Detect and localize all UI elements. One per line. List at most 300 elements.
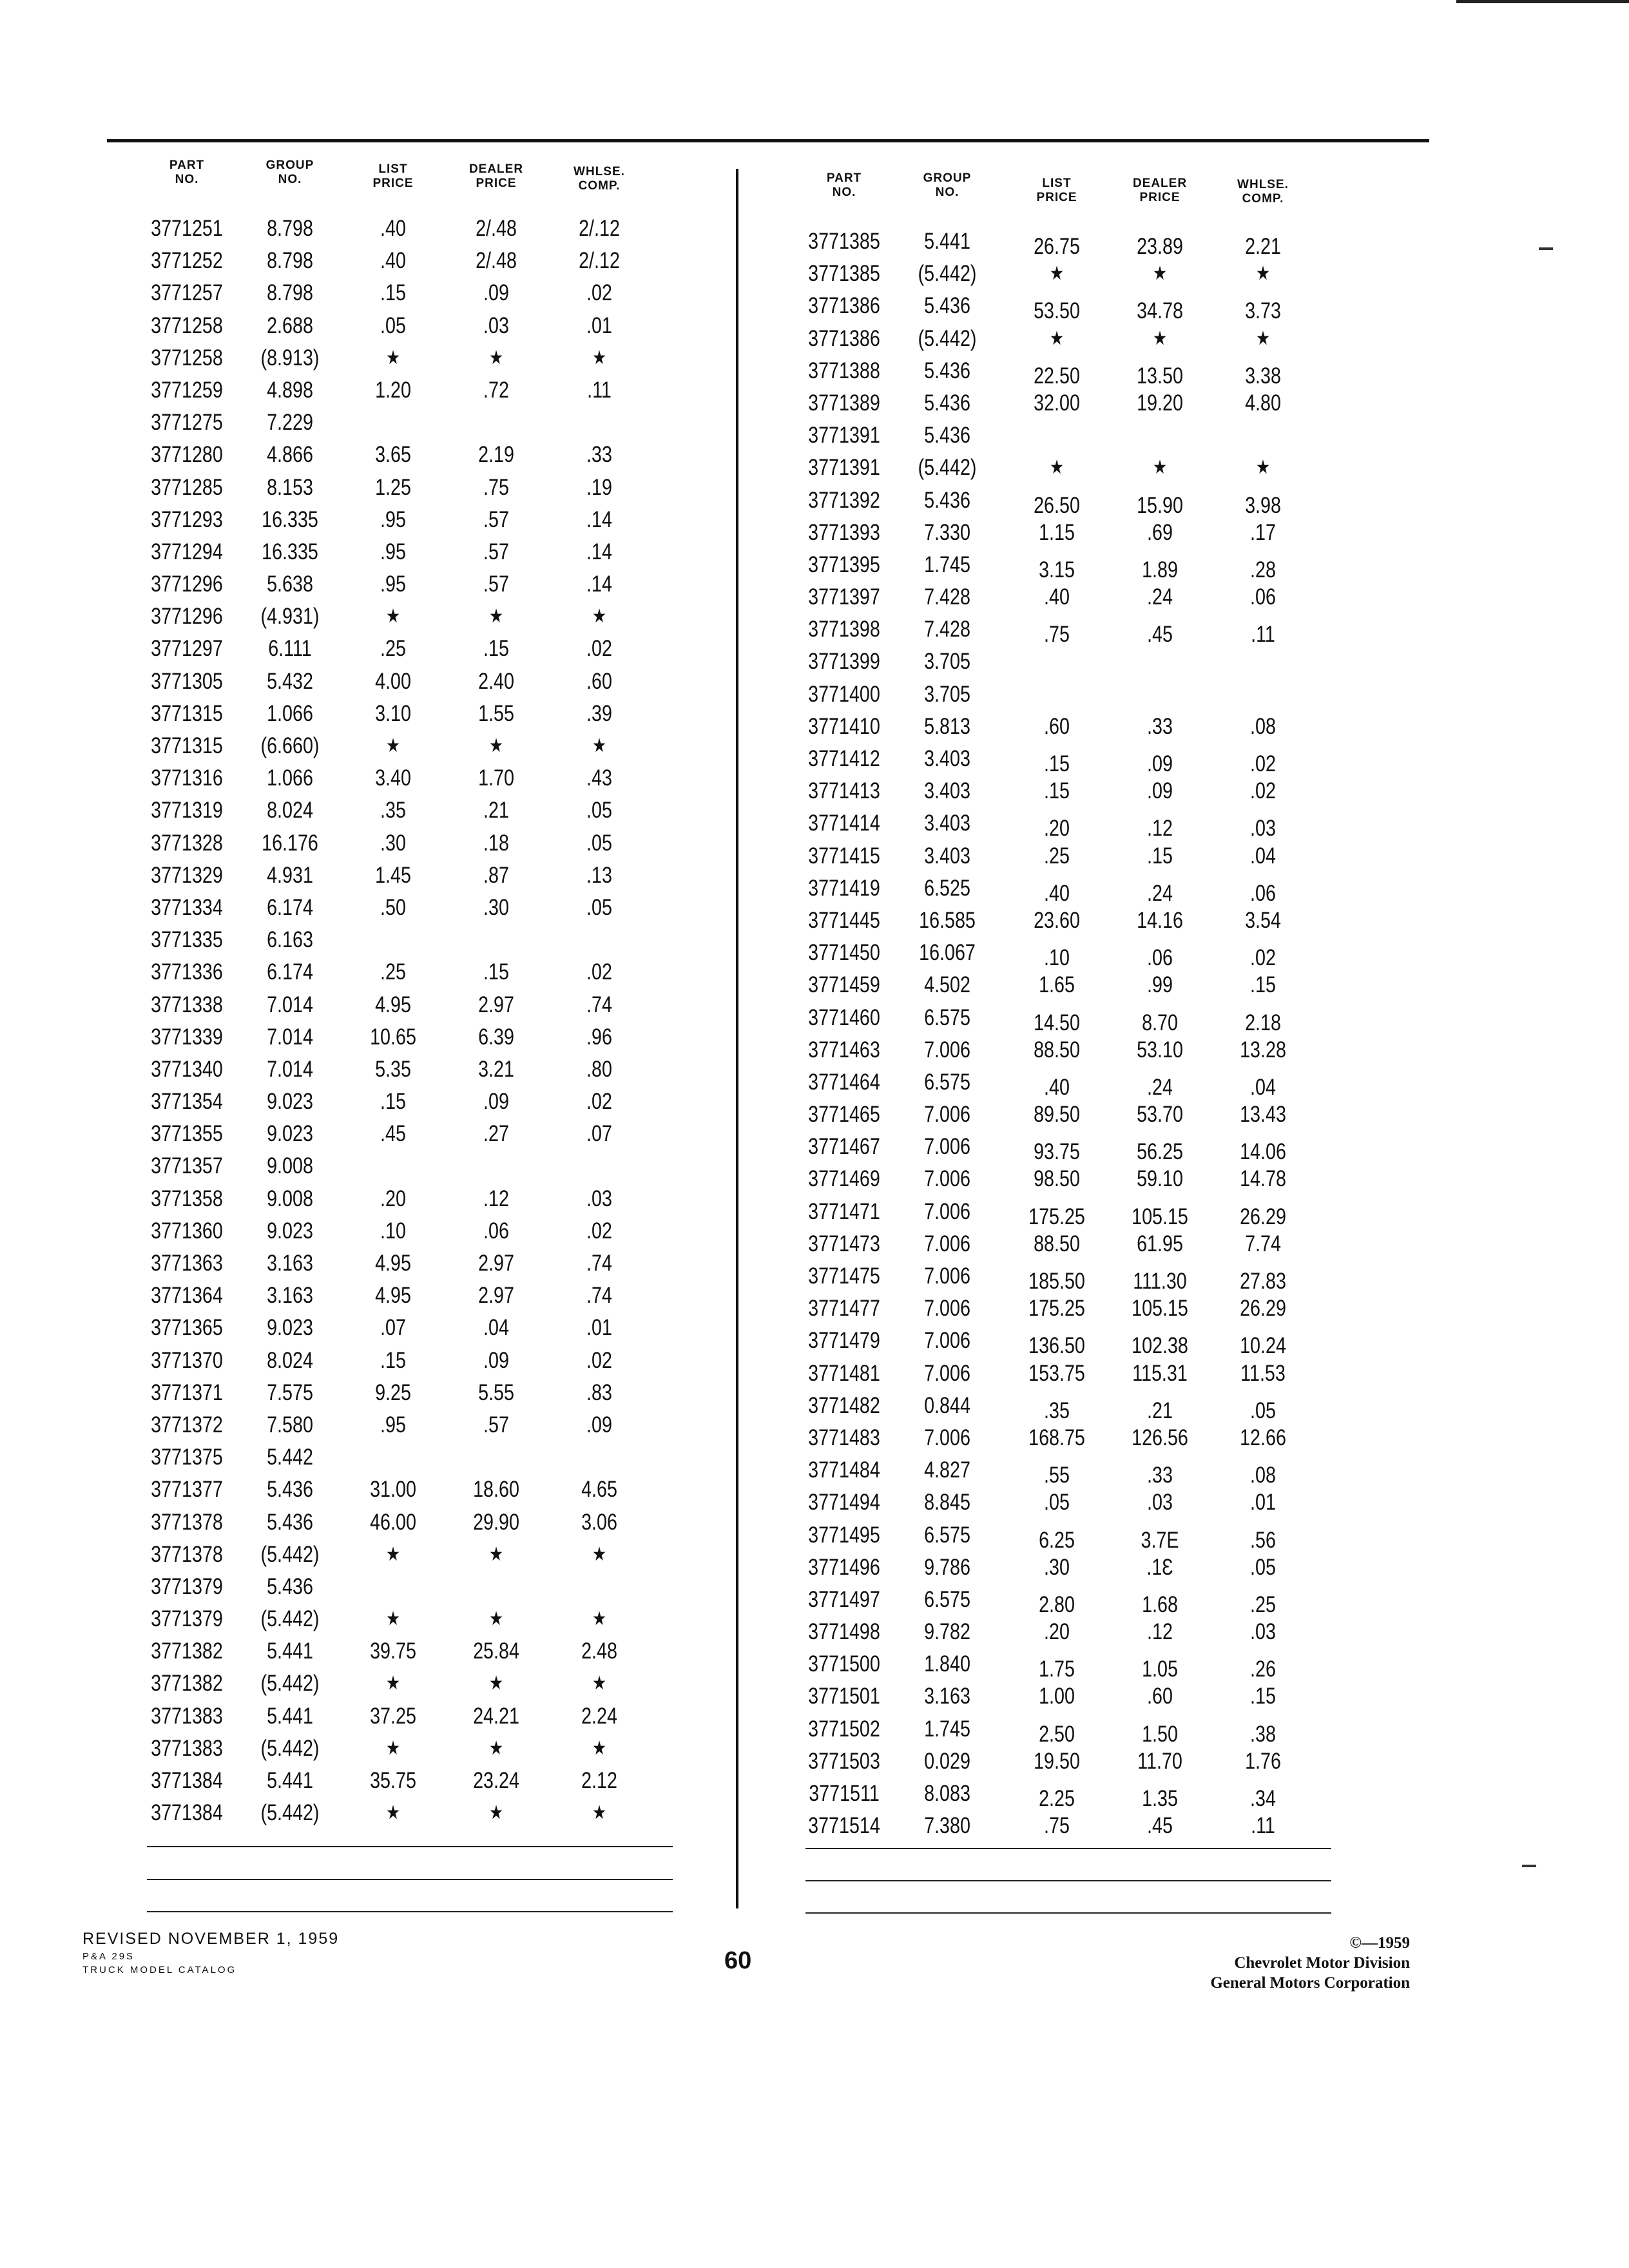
header-line: WHLSE.: [1237, 178, 1289, 191]
dealer-price-cell: .09: [1147, 778, 1173, 804]
list-price-cell: 3.40: [375, 765, 411, 791]
group-no-cell: 9.023: [267, 1315, 313, 1341]
part-no-cell: 3771386: [808, 293, 880, 319]
part-no-cell: 3771365: [151, 1315, 223, 1341]
table-row: [151, 1667, 683, 1700]
table-row: [151, 1377, 683, 1409]
list-price-cell: 46.00: [370, 1509, 416, 1535]
whlse-comp-cell: .14: [586, 539, 612, 564]
table-row: [151, 342, 683, 374]
list-price-cell: 32.00: [1034, 390, 1080, 416]
group-no-cell: 9.023: [267, 1121, 313, 1147]
table-row: [805, 711, 1347, 743]
whlse-comp-cell: .15: [1250, 1684, 1276, 1709]
list-price-cell: .95: [380, 539, 406, 564]
table-row: [151, 1765, 683, 1797]
dealer-price-cell: .24: [1147, 584, 1173, 610]
group-no-cell: (5.442): [260, 1800, 320, 1826]
whlse-comp-cell: .39: [586, 700, 612, 726]
dealer-price-cell: 11.70: [1137, 1748, 1182, 1774]
dealer-price-cell: .87: [483, 862, 509, 888]
whlse-comp-cell: .13: [586, 862, 612, 888]
list-price-cell: .20: [1044, 1619, 1070, 1645]
group-no-cell: 3.705: [924, 681, 970, 707]
part-no-cell: 3771419: [808, 875, 880, 901]
whlse-comp-cell: .74: [586, 992, 612, 1017]
table-row: [151, 924, 683, 956]
dealer-price-cell: .03: [483, 312, 509, 338]
list-price-cell: 153.75: [1028, 1360, 1085, 1386]
group-no-cell: 7.006: [924, 1198, 970, 1224]
whlse-comp-cell: 4.80: [1245, 390, 1281, 416]
list-price-cell: .25: [380, 636, 406, 662]
dealer-price-cell: .75: [483, 474, 509, 500]
part-no-cell: 3771335: [151, 927, 223, 953]
table-row: [151, 666, 683, 698]
part-no-cell: 3771285: [151, 474, 223, 500]
header-line: COMP.: [1242, 192, 1284, 206]
list-price-cell: 1.45: [375, 862, 411, 888]
list-price-cell: .75: [1044, 622, 1070, 648]
dealer-price-cell: .09: [483, 280, 509, 306]
group-no-cell: 16.067: [919, 940, 976, 966]
dealer-price-cell: .12: [483, 1186, 509, 1211]
whlse-comp-cell: 27.83: [1240, 1269, 1286, 1294]
header-line: WHLSE.: [574, 165, 625, 178]
group-no-cell: 7.006: [924, 1037, 970, 1062]
dealer-price-cell: .33: [1147, 713, 1173, 739]
list-price-cell: 53.50: [1034, 298, 1080, 324]
table-row: [805, 1228, 1347, 1260]
group-no-cell: 2.688: [267, 312, 313, 338]
table-row: [805, 1196, 1347, 1228]
table-row: [151, 1441, 683, 1474]
table-row: [151, 1474, 683, 1506]
group-no-cell: 8.798: [267, 248, 313, 274]
list-price-cell: ★: [385, 735, 401, 756]
group-no-cell: 8.083: [924, 1781, 970, 1806]
table-row: [151, 698, 683, 730]
table-row: [805, 1648, 1347, 1680]
part-no-cell: 3771471: [808, 1198, 880, 1224]
part-no-cell: 3771495: [808, 1522, 880, 1548]
whlse-comp-cell: ★: [592, 1737, 607, 1759]
list-price-cell: 10.65: [370, 1024, 416, 1050]
left-table-header: [155, 159, 683, 213]
list-price-cell: .15: [380, 1347, 406, 1373]
header-list-price: [342, 162, 445, 191]
dealer-price-cell: 2.97: [478, 1283, 514, 1309]
header-whlse-comp: [1211, 178, 1315, 206]
dealer-price-cell: .03: [1147, 1490, 1173, 1515]
part-no-cell: 3771393: [808, 519, 880, 545]
margin-mark: [1522, 1865, 1536, 1867]
part-no-cell: 3771293: [151, 506, 223, 532]
whlse-comp-cell: .15: [1250, 972, 1276, 998]
table-row: [805, 1260, 1347, 1293]
whlse-comp-cell: .11: [587, 377, 612, 403]
list-price-cell: .25: [1044, 843, 1070, 869]
whlse-comp-cell: .83: [586, 1379, 612, 1405]
table-row: [151, 1312, 683, 1344]
part-no-cell: 3771358: [151, 1186, 223, 1211]
table-row: [805, 258, 1347, 290]
part-no-cell: 3771378: [151, 1541, 223, 1567]
part-no-cell: 3771297: [151, 636, 223, 662]
table-row: [805, 1099, 1347, 1131]
part-no-cell: 3771482: [808, 1392, 880, 1418]
list-price-cell: ★: [385, 606, 401, 628]
list-price-cell: .30: [380, 830, 406, 856]
group-no-cell: (6.660): [260, 733, 320, 758]
list-price-cell: .60: [1044, 713, 1070, 739]
list-price-cell: .55: [1044, 1463, 1070, 1488]
group-no-cell: 1.745: [924, 552, 970, 577]
group-no-cell: 4.898: [267, 377, 313, 403]
part-no-cell: 3771502: [808, 1716, 880, 1742]
table-row: [805, 775, 1347, 807]
list-price-cell: 3.65: [375, 442, 411, 468]
whlse-comp-cell: .04: [1250, 843, 1276, 869]
table-row: [151, 601, 683, 633]
dealer-price-cell: ★: [488, 1543, 504, 1565]
part-no-cell: 3771445: [808, 907, 880, 933]
part-no-cell: 3771511: [809, 1781, 880, 1806]
part-no-cell: 3771397: [808, 584, 880, 610]
table-row: [805, 840, 1347, 872]
group-no-cell: 7.330: [924, 519, 970, 545]
dealer-price-cell: 2/.48: [476, 216, 517, 241]
group-no-cell: 8.845: [924, 1490, 970, 1515]
table-row: [805, 1486, 1347, 1519]
group-no-cell: 6.525: [924, 875, 970, 901]
dealer-price-cell: .24: [1147, 1074, 1173, 1100]
dealer-price-cell: .45: [1147, 1813, 1173, 1839]
group-no-cell: 5.441: [267, 1768, 313, 1793]
list-price-cell: 14.50: [1034, 1010, 1080, 1035]
group-no-cell: 0.844: [924, 1392, 970, 1418]
whlse-comp-cell: 3.38: [1245, 363, 1281, 389]
group-no-cell: 7.006: [924, 1425, 970, 1450]
whlse-comp-cell: .05: [1250, 1398, 1276, 1423]
header-group-no: [238, 159, 342, 187]
part-no-cell: 3771259: [151, 377, 223, 403]
dealer-price-cell: ★: [488, 347, 504, 369]
list-price-cell: ★: [385, 1543, 401, 1565]
part-no-cell: 3771494: [808, 1490, 880, 1515]
dealer-price-cell: 105.15: [1132, 1204, 1188, 1229]
left-table-rows: [151, 213, 683, 1829]
group-no-cell: 5.441: [267, 1639, 313, 1664]
dealer-price-cell: 1.89: [1142, 557, 1178, 582]
list-price-cell: .05: [380, 312, 406, 338]
list-price-cell: .40: [380, 248, 406, 274]
list-price-cell: .50: [380, 894, 406, 920]
dealer-price-cell: .45: [1147, 622, 1173, 648]
part-no-cell: 3771382: [151, 1639, 223, 1664]
group-no-cell: 7.006: [924, 1231, 970, 1256]
group-no-cell: (5.442): [918, 261, 977, 287]
part-no-cell: 3771385: [808, 261, 880, 287]
header-list-price: [1005, 177, 1108, 205]
part-no-cell: 3771316: [151, 765, 223, 791]
table-row: [151, 1733, 683, 1765]
group-no-cell: 7.380: [924, 1813, 970, 1839]
list-price-cell: 31.00: [370, 1477, 416, 1503]
list-price-cell: .45: [380, 1121, 406, 1147]
group-no-cell: 5.442: [267, 1445, 313, 1470]
group-no-cell: 16.176: [262, 830, 318, 856]
table-row: [805, 387, 1347, 419]
part-no-cell: 3771275: [151, 410, 223, 436]
group-no-cell: 5.436: [267, 1573, 313, 1599]
list-price-cell: 23.60: [1034, 907, 1080, 933]
whlse-comp-cell: .05: [586, 798, 612, 823]
part-no-cell: 3771415: [808, 843, 880, 869]
dealer-price-cell: 25.84: [473, 1639, 519, 1664]
table-row: [805, 1163, 1347, 1195]
group-no-cell: 1.745: [924, 1716, 970, 1742]
part-no-cell: 3771477: [808, 1296, 880, 1321]
blank-rule: [147, 1846, 673, 1847]
part-no-cell: 3771484: [808, 1457, 880, 1483]
list-price-cell: 35.75: [370, 1768, 416, 1793]
top-rule: [107, 139, 1429, 142]
list-price-cell: .15: [380, 1089, 406, 1115]
list-price-cell: ★: [385, 1608, 401, 1630]
whlse-comp-cell: 3.06: [581, 1509, 617, 1535]
whlse-comp-cell: .04: [1250, 1074, 1276, 1100]
header-line: DEALER: [1132, 177, 1188, 190]
whlse-comp-cell: 2/.12: [579, 248, 620, 274]
table-row: [805, 290, 1347, 322]
table-row: [151, 827, 683, 860]
table-row: [805, 1358, 1347, 1390]
blank-rule: [805, 1912, 1331, 1914]
part-no-cell: 3771450: [808, 940, 880, 966]
part-no-cell: 3771386: [808, 325, 880, 351]
footer-copyright: [1210, 1933, 1410, 1993]
whlse-comp-cell: .05: [1250, 1554, 1276, 1580]
dealer-price-cell: 13.50: [1137, 363, 1183, 389]
header-part-no: [793, 171, 896, 200]
group-no-cell: 3.163: [267, 1283, 313, 1309]
part-no-cell: 3771479: [808, 1328, 880, 1354]
part-no-cell: 3771496: [808, 1554, 880, 1580]
group-no-cell: 5.436: [924, 487, 970, 513]
part-no-cell: 3771400: [808, 681, 880, 707]
header-line: COMP.: [578, 179, 621, 193]
group-no-cell: 16.335: [262, 539, 318, 564]
part-no-cell: 3771370: [151, 1347, 223, 1373]
whlse-comp-cell: 7.74: [1245, 1231, 1281, 1256]
list-price-cell: ★: [385, 1802, 401, 1824]
header-whlse-comp: [548, 165, 651, 193]
table-row: [805, 1552, 1347, 1584]
list-price-cell: 93.75: [1034, 1139, 1080, 1165]
list-price-cell: ★: [385, 1737, 401, 1759]
whlse-comp-cell: .28: [1250, 557, 1276, 582]
list-price-cell: .15: [380, 280, 406, 306]
dealer-price-cell: 61.95: [1137, 1231, 1183, 1256]
table-row: [151, 1118, 683, 1150]
dealer-price-cell: ★: [1152, 457, 1168, 479]
part-no-cell: 3771410: [808, 713, 880, 739]
part-no-cell: 3771483: [808, 1425, 880, 1450]
list-price-cell: 2.50: [1039, 1721, 1075, 1747]
whlse-comp-cell: 2.24: [581, 1703, 617, 1729]
list-price-cell: 37.25: [370, 1703, 416, 1729]
list-price-cell: 88.50: [1034, 1231, 1080, 1256]
table-row: [805, 1325, 1347, 1357]
table-row: [805, 743, 1347, 775]
table-row: [151, 1215, 683, 1247]
part-no-cell: 3771383: [151, 1735, 223, 1761]
part-no-cell: 3771385: [808, 229, 880, 254]
table-row: [151, 989, 683, 1021]
table-row: [805, 1066, 1347, 1099]
group-no-cell: 5.436: [924, 293, 970, 319]
group-no-cell: 7.580: [267, 1412, 313, 1437]
part-no-cell: 3771463: [808, 1037, 880, 1062]
page-number: 60: [724, 1947, 752, 1974]
table-row: [805, 646, 1347, 678]
whlse-comp-cell: 2.12: [581, 1768, 617, 1793]
whlse-comp-cell: .05: [586, 830, 612, 856]
whlse-comp-cell: .33: [586, 442, 612, 468]
part-no-cell: 3771501: [808, 1684, 880, 1709]
whlse-comp-cell: 2.48: [581, 1639, 617, 1664]
table-row: [805, 807, 1347, 840]
dealer-price-cell: .06: [1147, 945, 1173, 971]
group-no-cell: (8.913): [260, 345, 320, 370]
whlse-comp-cell: ★: [592, 1673, 607, 1695]
dealer-price-cell: ★: [1152, 327, 1168, 349]
list-price-cell: 168.75: [1028, 1425, 1085, 1450]
part-no-cell: 3771473: [808, 1231, 880, 1256]
list-price-cell: .20: [1044, 816, 1070, 841]
table-row: [151, 1700, 683, 1733]
dealer-price-cell: 3.21: [478, 1056, 514, 1082]
list-price-cell: 175.25: [1028, 1204, 1085, 1229]
copyright-year: ©—1959: [1349, 1934, 1410, 1952]
dealer-price-cell: 34.78: [1137, 298, 1183, 324]
part-no-cell: 3771388: [808, 358, 880, 383]
table-row: [805, 969, 1347, 1001]
part-no-cell: 3771414: [808, 811, 880, 836]
list-price-cell: .40: [1044, 584, 1070, 610]
dealer-price-cell: .21: [1147, 1398, 1173, 1423]
group-no-cell: 7.229: [267, 410, 313, 436]
whlse-comp-cell: .11: [1251, 1813, 1275, 1839]
table-row: [805, 937, 1347, 969]
group-no-cell: 16.585: [919, 907, 976, 933]
part-no-cell: 3771364: [151, 1283, 223, 1309]
dealer-price-cell: 1.68: [1142, 1591, 1178, 1617]
dealer-price-cell: 2.97: [478, 1251, 514, 1276]
dealer-price-cell: 2.19: [478, 442, 514, 468]
table-row: [805, 1390, 1347, 1422]
division-name: Chevrolet Motor Division: [1234, 1954, 1410, 1972]
group-no-cell: (5.442): [918, 325, 977, 351]
header-line: NO.: [832, 186, 856, 199]
table-row: [805, 549, 1347, 581]
group-no-cell: 8.024: [267, 798, 313, 823]
group-no-cell: (5.442): [918, 455, 977, 481]
part-no-cell: 3771258: [151, 312, 223, 338]
part-no-cell: 3771384: [151, 1800, 223, 1826]
part-no-cell: 3771257: [151, 280, 223, 306]
whlse-comp-cell: 2.18: [1245, 1010, 1281, 1035]
whlse-comp-cell: .08: [1250, 713, 1276, 739]
dealer-price-cell: 59.10: [1137, 1166, 1183, 1192]
header-part-no: [135, 159, 238, 187]
whlse-comp-cell: .56: [1250, 1527, 1276, 1553]
header-line: GROUP: [265, 159, 314, 172]
group-no-cell: (5.442): [260, 1671, 320, 1696]
table-row: [805, 1778, 1347, 1810]
group-no-cell: 5.813: [924, 713, 970, 739]
group-no-cell: 1.066: [267, 700, 313, 726]
list-price-cell: 19.50: [1034, 1748, 1080, 1774]
group-no-cell: 3.403: [924, 843, 970, 869]
whlse-comp-cell: ★: [592, 606, 607, 628]
dealer-price-cell: 23.89: [1137, 234, 1183, 259]
whlse-comp-cell: 10.24: [1240, 1333, 1286, 1359]
dealer-price-cell: .27: [483, 1121, 509, 1147]
blank-rule: [147, 1911, 673, 1912]
table-row: [151, 1086, 683, 1118]
footer-revision: [82, 1930, 339, 1975]
header-line: PRICE: [1036, 191, 1077, 204]
table-row: [805, 905, 1347, 937]
group-no-cell: 5.436: [267, 1477, 313, 1503]
part-no-cell: 3771338: [151, 992, 223, 1017]
dealer-price-cell: .72: [483, 377, 509, 403]
list-price-cell: 1.75: [1039, 1657, 1075, 1682]
table-row: [151, 277, 683, 309]
table-row: [805, 613, 1347, 646]
dealer-price-cell: .99: [1147, 972, 1173, 998]
table-row: [151, 860, 683, 892]
whlse-comp-cell: ★: [1255, 327, 1271, 349]
table-row: [151, 245, 683, 277]
dealer-price-cell: 2.97: [478, 992, 514, 1017]
group-no-cell: 5.638: [267, 572, 313, 597]
group-no-cell: 9.008: [267, 1153, 313, 1179]
list-price-cell: .40: [1044, 880, 1070, 906]
group-no-cell: 5.436: [267, 1509, 313, 1535]
part-no-cell: 3771383: [151, 1703, 223, 1729]
part-no-cell: 3771372: [151, 1412, 223, 1437]
group-no-cell: 1.066: [267, 765, 313, 791]
catalog-name: TRUCK MODEL CATALOG: [82, 1965, 237, 1975]
list-price-cell: .10: [1044, 945, 1070, 971]
dealer-price-cell: 24.21: [473, 1703, 519, 1729]
part-no-cell: 3771329: [151, 862, 223, 888]
list-price-cell: 22.50: [1034, 363, 1080, 389]
part-no-cell: 3771315: [151, 700, 223, 726]
whlse-comp-cell: 14.06: [1240, 1139, 1286, 1165]
table-row: [805, 1454, 1347, 1486]
whlse-comp-cell: .02: [586, 1218, 612, 1244]
dealer-price-cell: 2.40: [478, 668, 514, 694]
whlse-comp-cell: .74: [586, 1251, 612, 1276]
dealer-price-cell: ★: [1152, 263, 1168, 285]
header-line: LIST: [378, 162, 408, 176]
table-row: [805, 1680, 1347, 1713]
header-line: PRICE: [476, 177, 517, 190]
